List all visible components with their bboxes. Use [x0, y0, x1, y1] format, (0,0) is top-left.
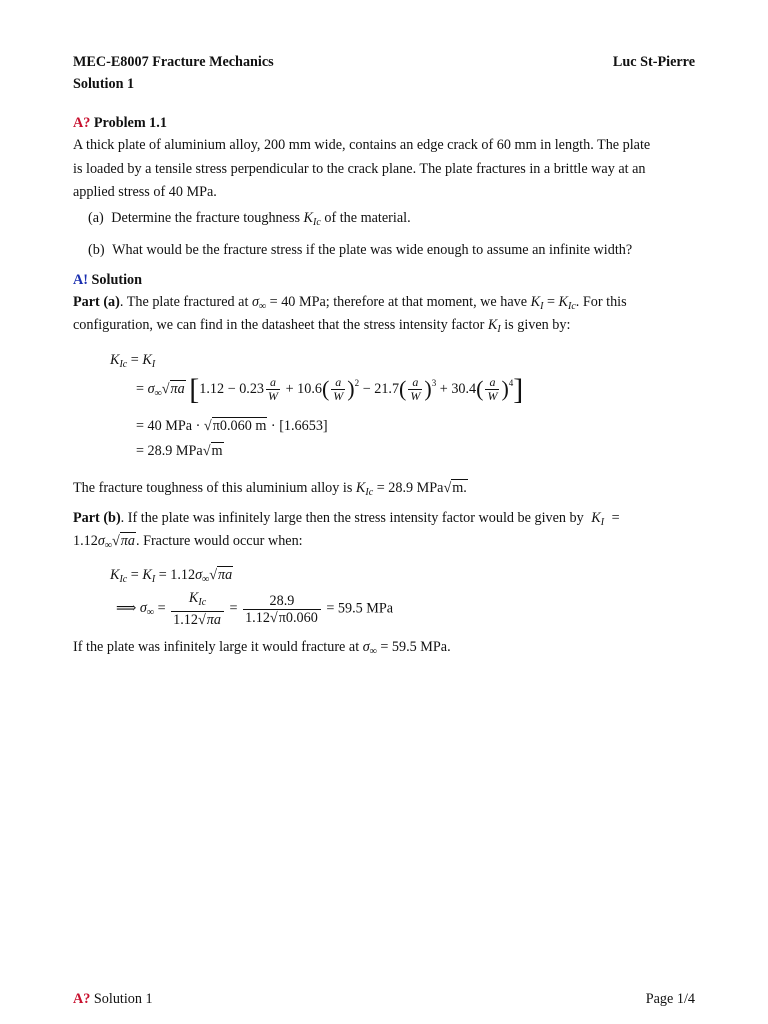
part-a-label: Part (a): [73, 294, 120, 310]
eq-b-coef: = 1.12: [158, 567, 196, 583]
footer-label: Solution 1: [93, 991, 153, 1007]
eq-a-line-3: = 40 MPa · √π0.060 m · [1.6653]: [136, 418, 328, 434]
k-ic-symbol: $K_{Ic}$: [303, 210, 321, 228]
coef-1: 1.12: [199, 381, 225, 397]
part-a-text-5: is given by:: [504, 317, 571, 333]
ki-eq-kic: $K_I = K_{Ic}$: [530, 294, 576, 312]
item-a-text-start: Determine the fracture toughness: [111, 210, 300, 226]
problem-statement: [73, 134, 695, 205]
part-a-text-4: configuration, we can find in the datasheet that the stress intensity factor: [73, 317, 485, 333]
eq-a-result: = 28.9 MPa: [136, 443, 203, 459]
eq-b-line-2: ⟹ $\sigma_\infty$ = $\frac{K_{Ic}}{1.12√\pi a}$ = $\frac{28.9}{1.12√\pi 0.060}$ = 59.5 MPa: [116, 590, 394, 628]
eq-b-den-1: 1.12: [173, 612, 198, 628]
problem-marker: A?: [73, 115, 91, 131]
conclusion-a: The fracture toughness of this aluminium alloy is $K_{Ic} = 28.9$ MPa√m.: [73, 480, 467, 498]
solution-heading: [73, 272, 142, 289]
eq-b-den-2a: 1.12: [245, 609, 270, 626]
course-title: MEC-E8007 Fracture Mechanics: [73, 54, 274, 70]
coef-5: 30.4: [451, 381, 477, 397]
eq-b-line-1: $K_{Ic} = K_I = 1.12\sigma_\infty√\pi a$: [110, 567, 233, 585]
eq-a-unit: m: [211, 443, 223, 459]
item-b-text: What would be the fracture stress if the plate was wide enough to assume an infinite width?: [112, 242, 633, 258]
item-a-label: (a): [88, 210, 104, 226]
conclusion-b-text: If the plate was infinitely large it would fracture at: [73, 639, 360, 655]
part-b-coef: 1.12: [73, 533, 98, 549]
sigma-inf-eq-40: $\sigma_\infty = 40$: [251, 294, 296, 312]
item-b-label: (b): [88, 242, 105, 258]
problem-title: Problem 1.1: [93, 115, 167, 131]
footer-left: [73, 991, 153, 1008]
part-a-text-2: MPa; therefore at that moment, we have: [298, 294, 528, 310]
coef-2: 0.23: [239, 381, 265, 397]
problem-heading: [73, 115, 167, 132]
problem-line: A thick plate of aluminium alloy, 200 mm wide, contains an edge crack of 60 mm in length. The plate: [73, 137, 651, 153]
problem-item-a: [88, 210, 411, 228]
eq-a-sqrt-term: π0.060 m: [212, 418, 267, 434]
eq-a-bracket-term: · [1.6653]: [270, 418, 328, 434]
conclusion-a-text: The fracture toughness of this aluminium alloy is: [73, 480, 353, 496]
part-a-text-3: . For this: [575, 294, 627, 310]
eq-a-line-2: = $\sigma_\infty√\pi a$ [1.12 − 0.23 $\frac{a}{W}$ + 10.6( $\frac{a}{W}$ )$^2$ − 21.7( $\frac{a}{W}$ )$^3$ + 30.4( $\frac{a}{W}$ )$^4$]: [136, 373, 524, 406]
eq-a-line-1: $K_{Ic} = K_I$: [110, 352, 156, 370]
conclusion-b-value: = 59.5 MPa.: [380, 639, 451, 655]
conclusion-a-unit: m.: [452, 480, 467, 496]
part-b-text-1: . If the plate was infinitely large then the stress intensity factor would be given by: [120, 510, 584, 526]
coef-3: 10.6: [297, 381, 322, 397]
document-title: Solution 1: [73, 76, 135, 92]
author-name: Luc St-Pierre: [612, 54, 695, 70]
page-number: Page 1/4: [645, 991, 695, 1007]
conclusion-b: If the plate was infinitely large it would fracture at $\sigma_\infty = 59.5$ MPa.: [73, 639, 451, 657]
problem-line: applied stress of 40 MPa.: [73, 184, 217, 200]
eq-a-40mpa: = 40 MPa ·: [136, 418, 201, 434]
solution-marker: A!: [73, 272, 88, 288]
problem-line: is loaded by a tensile stress perpendicular to the crack plane. The plate fractures in a brittle way at an: [73, 160, 646, 177]
conclusion-a-value: = 28.9 MPa: [376, 480, 444, 496]
eq-b-num-1: K: [188, 590, 199, 606]
coef-4: 21.7: [374, 381, 400, 397]
part-b-text-2: . Fracture would occur when:: [135, 533, 303, 549]
part-a-line-2: [73, 317, 570, 335]
item-a-text-end: of the material.: [324, 210, 411, 226]
eq-b-num-2: 28.9: [243, 593, 321, 610]
eq-a-line-4: = 28.9 MPa√m: [136, 443, 223, 459]
eq-b-den-2b: π0.060: [278, 609, 318, 626]
part-b-line-1: Part (b). If the plate was infinitely large then the stress intensity factor would be given by $K_I$ =: [73, 510, 620, 528]
part-b-line-2: $1.12\sigma_\infty√\pi a$. Fracture would occur when:: [73, 533, 303, 551]
solution-title: Solution: [91, 272, 142, 288]
part-b-label: Part (b): [73, 510, 121, 526]
part-a-line-1: [73, 294, 627, 312]
footer-marker: A?: [73, 991, 91, 1007]
part-a-text-1: . The plate fractured at: [119, 294, 249, 310]
ki-symbol: $K_I$: [487, 317, 501, 335]
eq-b-result: = 59.5 MPa: [326, 600, 394, 617]
problem-item-b: [88, 242, 632, 259]
